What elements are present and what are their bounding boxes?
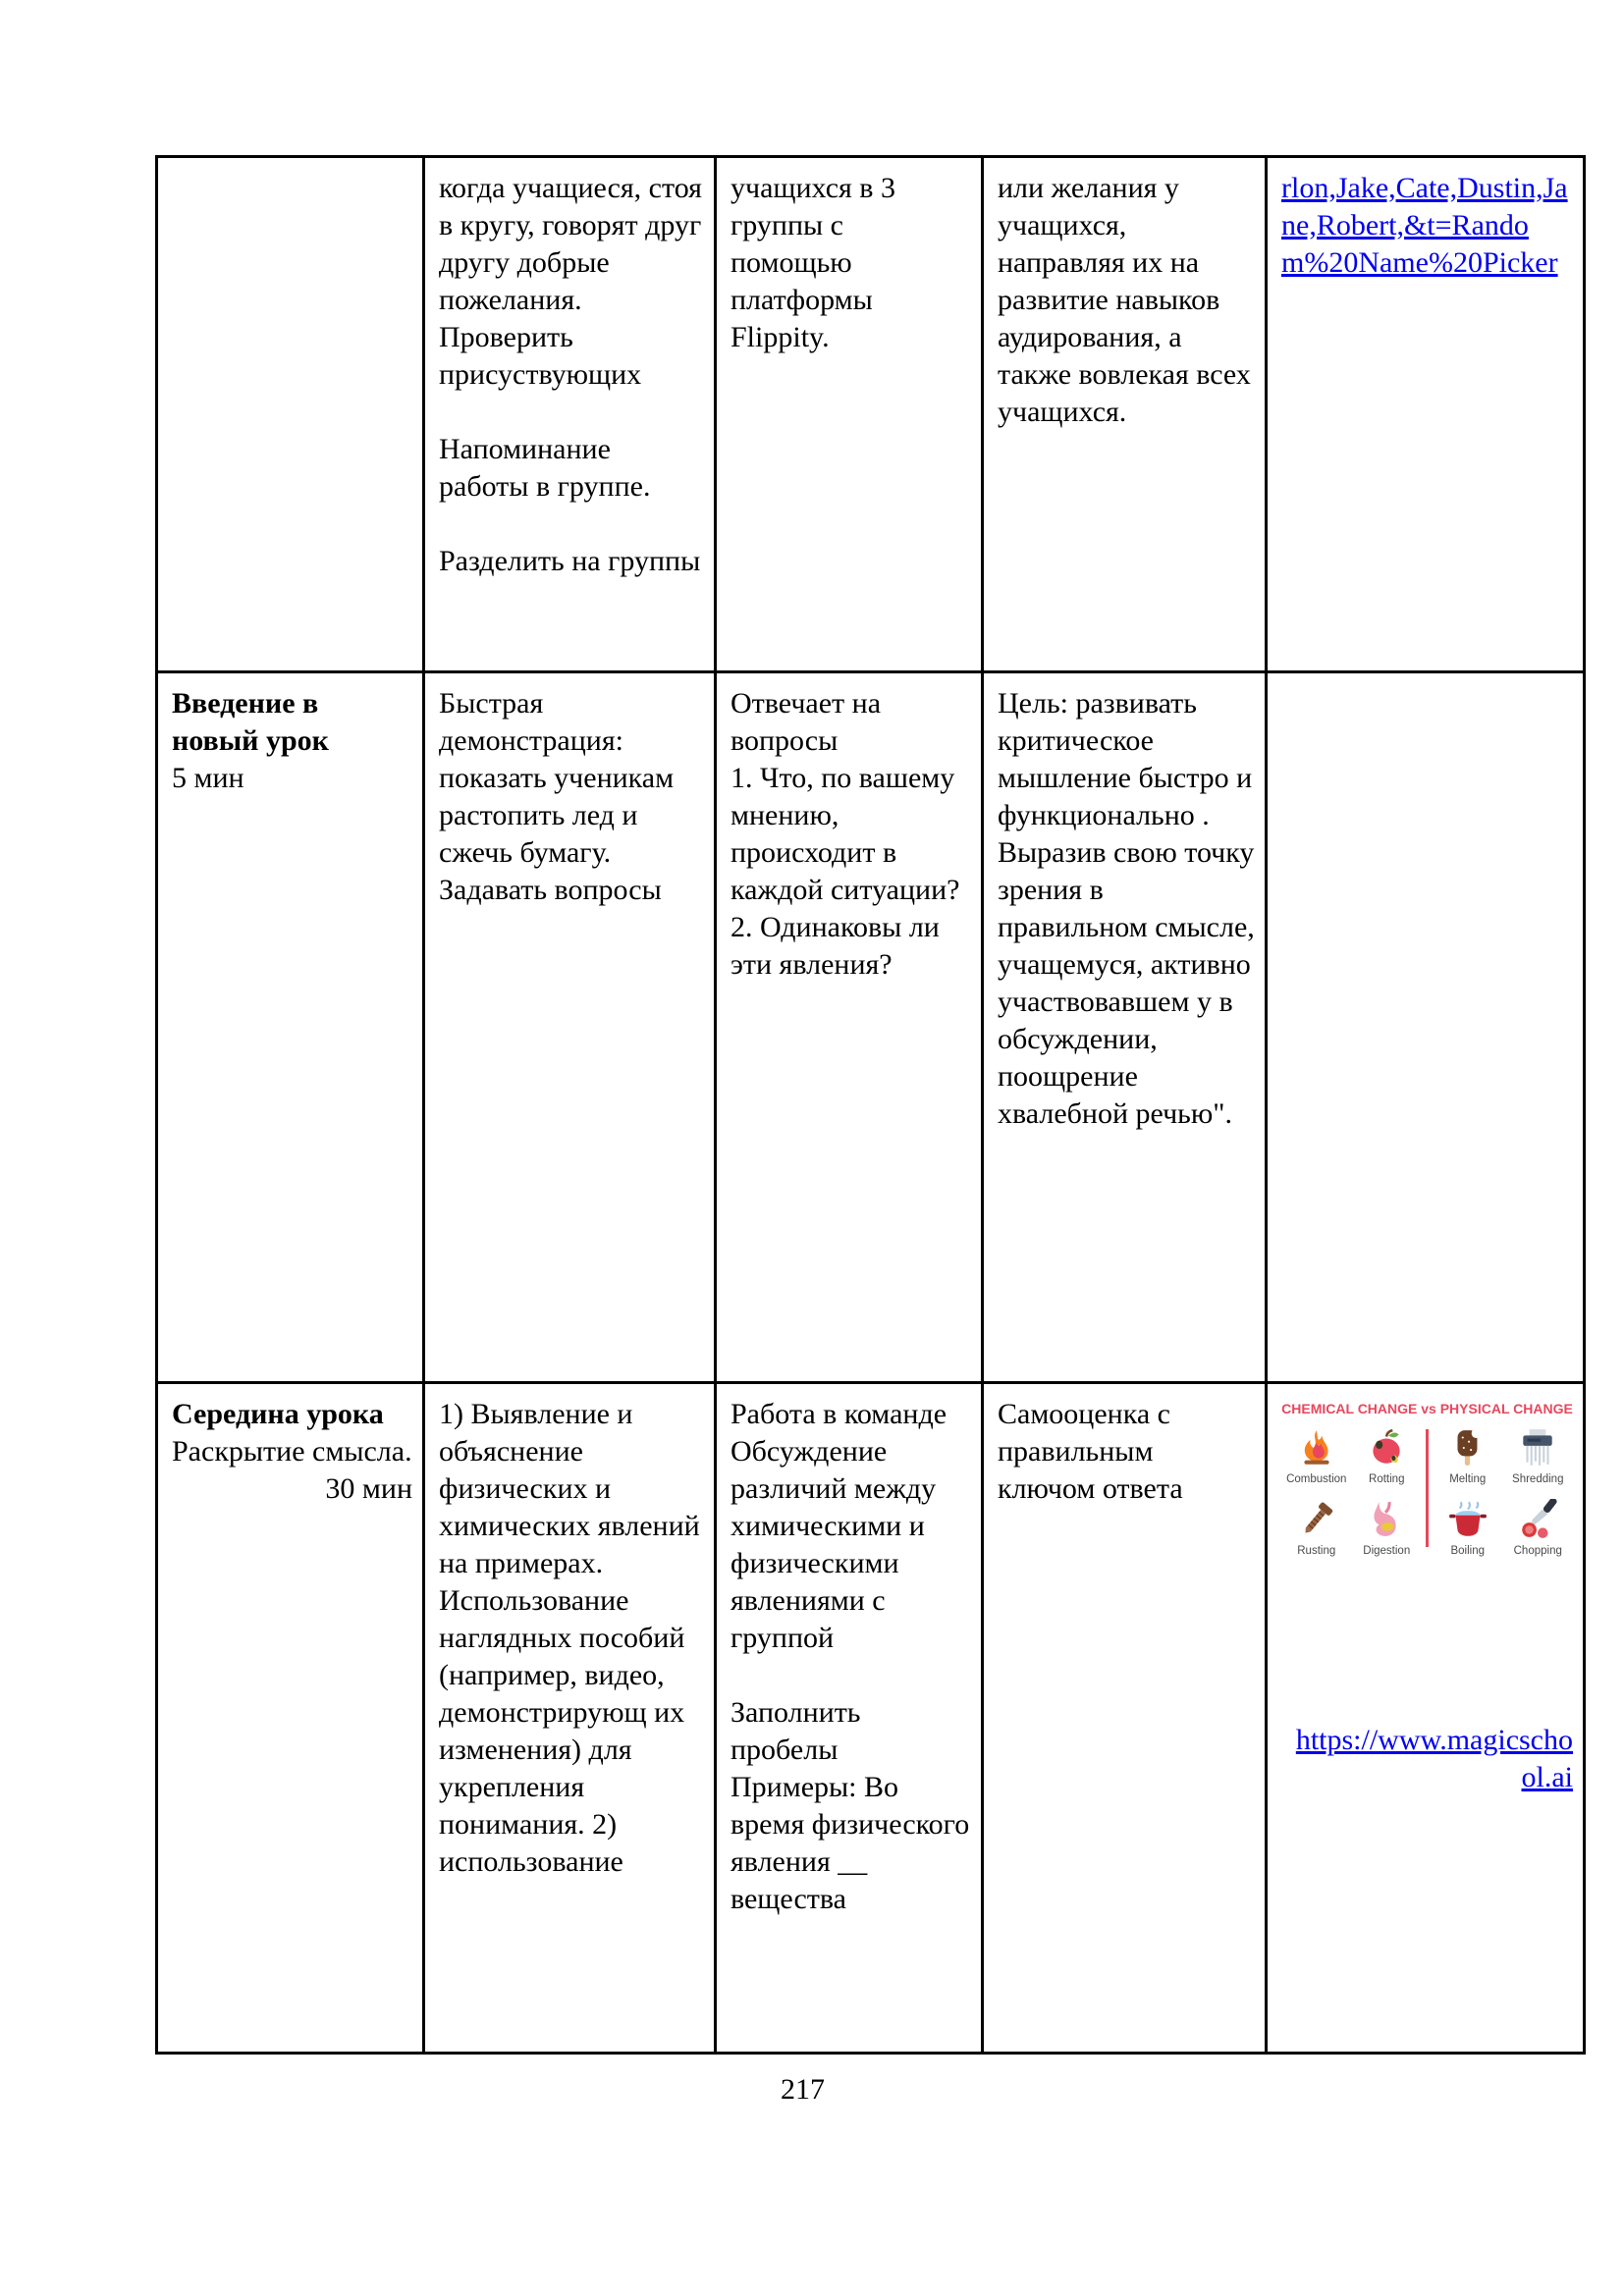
infographic-item bbox=[1352, 1427, 1423, 1485]
cell-text: Разделить на группы bbox=[439, 545, 701, 577]
infographic-item-label: Rotting bbox=[1369, 1473, 1405, 1485]
cell-r1-teacher-activity bbox=[424, 157, 716, 672]
infographic-item bbox=[1503, 1499, 1574, 1557]
table-row bbox=[157, 672, 1585, 1383]
infographic-body bbox=[1281, 1427, 1573, 1557]
physical-change-group bbox=[1433, 1427, 1573, 1557]
cell-text: 1. Что, по вашему мнению, происходит в каждой ситуации? bbox=[731, 762, 960, 906]
cell-text: Выразив свою точку зрения в правильном смысле, учащемуся, активно участвовавшем у в обсуждении, поощрение хвалебной речью". bbox=[998, 836, 1255, 1130]
boiling-pot-icon bbox=[1447, 1499, 1489, 1540]
cell-text: Цель: развивать критическое мышление быстро и функционально . bbox=[998, 687, 1253, 831]
infographic-item-label: Melting bbox=[1449, 1473, 1487, 1485]
table-row bbox=[157, 157, 1585, 672]
infographic-item bbox=[1503, 1427, 1574, 1485]
infographic-item bbox=[1433, 1427, 1503, 1485]
infographic-item bbox=[1352, 1499, 1423, 1557]
table-row bbox=[157, 1383, 1585, 2054]
cell-r3-resources bbox=[1267, 1383, 1585, 2054]
rusty-screw-icon bbox=[1296, 1499, 1337, 1540]
infographic-item-label: Combustion bbox=[1286, 1473, 1347, 1485]
stage-duration: 5 мин bbox=[172, 762, 244, 794]
cell-text: учащихся в 3 группы с помощью платформы Flippity. bbox=[731, 172, 895, 353]
stage-title: Середина урока bbox=[172, 1398, 384, 1430]
cell-r3-assessment bbox=[983, 1383, 1267, 2054]
cell-r2-stage bbox=[157, 672, 424, 1383]
cell-r1-student-activity bbox=[716, 157, 983, 672]
cell-text: Отвечает на вопросы bbox=[731, 687, 882, 757]
cell-r2-assessment bbox=[983, 672, 1267, 1383]
cell-text: 2. Одинаковы ли эти явления? bbox=[731, 911, 940, 981]
stage-title: Введение в новый урок bbox=[172, 687, 329, 757]
infographic-item bbox=[1281, 1427, 1352, 1485]
cell-r2-student-activity bbox=[716, 672, 983, 1383]
cell-text: Заполнить пробелы Примеры: Во время физического явления __ вещества bbox=[731, 1696, 970, 1915]
stage-subtitle: Раскрытие смысла. bbox=[172, 1435, 412, 1468]
cell-r2-teacher-activity bbox=[424, 672, 716, 1383]
cell-r3-student-activity bbox=[716, 1383, 983, 2054]
cell-r1-assessment bbox=[983, 157, 1267, 672]
infographic-item bbox=[1433, 1499, 1503, 1557]
cell-text: Самооценка с правильным ключом ответа bbox=[998, 1398, 1183, 1505]
page-number: 217 bbox=[781, 2073, 825, 2106]
infographic-item-label: Chopping bbox=[1513, 1545, 1562, 1557]
infographic-item-label: Boiling bbox=[1450, 1545, 1486, 1557]
infographic-title: CHEMICAL CHANGE vs PHYSICAL CHANGE bbox=[1281, 1401, 1573, 1416]
flame-icon bbox=[1296, 1427, 1337, 1468]
lesson-plan-table bbox=[155, 155, 1586, 2055]
cell-text: или желания у учащихся, направляя их на развитие навыков аудирования, а также вовлекая всех учащихся. bbox=[998, 172, 1251, 428]
knife-chopping-icon bbox=[1517, 1499, 1558, 1540]
cell-text: Работа в команде Обсуждение различий между химическими и физическими явлениями с группой bbox=[731, 1398, 947, 1654]
chemical-change-group bbox=[1281, 1427, 1422, 1557]
stomach-icon bbox=[1366, 1499, 1407, 1540]
rotten-apple-icon bbox=[1366, 1427, 1407, 1468]
cell-text: Напоминание работы в группе. bbox=[439, 433, 651, 503]
cell-text: Быстрая демонстрация: показать ученикам растопить лед и сжечь бумагу. Задавать вопросы bbox=[439, 687, 675, 906]
cell-text: когда учащиеся, стоя в кругу, говорят друг другу добрые пожелания. Проверить присуствующих bbox=[439, 172, 702, 391]
cell-r1-resources bbox=[1267, 157, 1585, 672]
melting-icecream-icon bbox=[1447, 1427, 1489, 1468]
magicschool-link[interactable]: https://www.magicschool.ai bbox=[1295, 1724, 1573, 1793]
cell-r1-stage bbox=[157, 157, 424, 672]
flippity-random-picker-link[interactable]: rlon,Jake,Cate,Dustin,Jane,Robert,&t=Random%20Name%20Picker bbox=[1281, 172, 1568, 279]
cell-r3-stage bbox=[157, 1383, 424, 2054]
stage-duration: 30 мин bbox=[325, 1472, 412, 1505]
infographic-item-label: Digestion bbox=[1363, 1545, 1411, 1557]
paper-shredder-icon bbox=[1517, 1427, 1558, 1468]
infographic-item bbox=[1281, 1499, 1352, 1557]
cell-r3-teacher-activity bbox=[424, 1383, 716, 2054]
cell-text: 1) Выявление и объяснение физических и химических явлений на примерах. Использование наглядных пособий (например, видео, демонстрирующ их изменения) для укрепления понимания. 2) использование bbox=[439, 1398, 700, 1878]
chemical-vs-physical-infographic bbox=[1281, 1400, 1573, 1557]
infographic-item-label: Rusting bbox=[1297, 1545, 1336, 1557]
infographic-divider bbox=[1426, 1429, 1429, 1547]
cell-r2-resources bbox=[1267, 672, 1585, 1383]
infographic-item-label: Shredding bbox=[1512, 1473, 1564, 1485]
